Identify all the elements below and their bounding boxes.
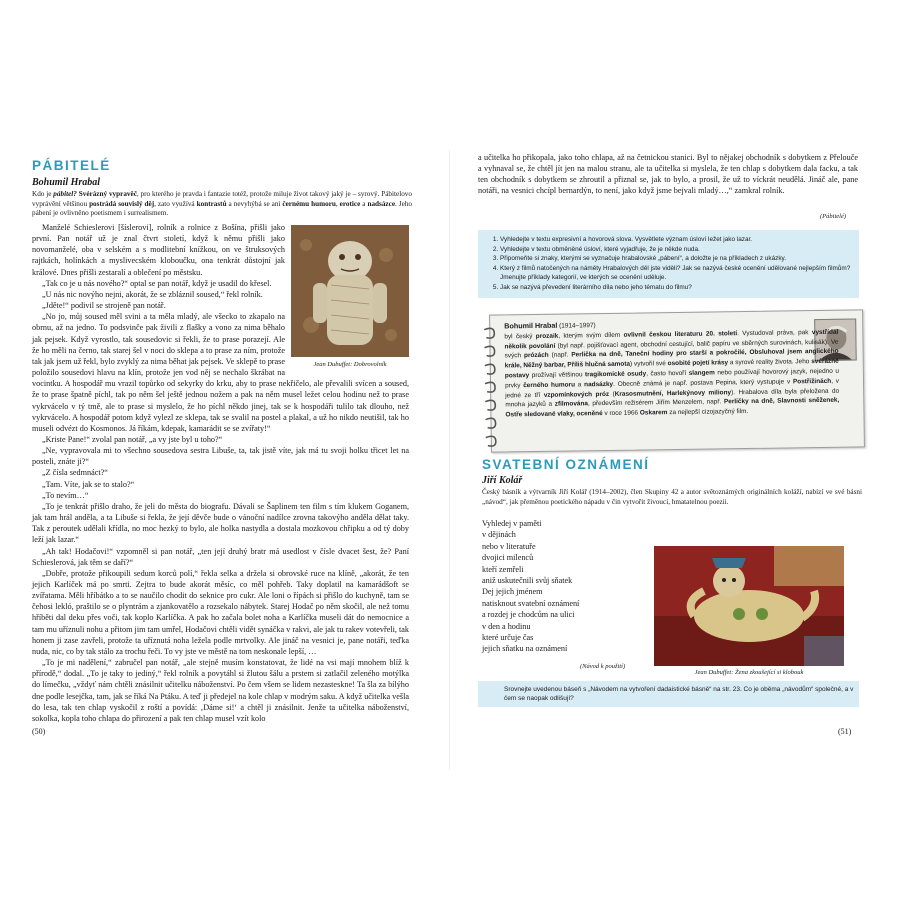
question-item: 3. Připomeňte si znaky, kterými se vyznačuje hrabalovské „pábení“, a doložte je na příkladech z ukázky. <box>500 254 859 264</box>
text-run: a <box>360 199 368 208</box>
text-run: tragikomické osudy <box>584 370 647 379</box>
author-name-2: Jiří Kolář <box>482 475 523 486</box>
painting-image <box>291 225 409 357</box>
text-run: ovlivnil českou literaturu 20. století <box>623 329 738 339</box>
poem-line: jejich sňatku na oznámení <box>482 644 568 654</box>
poem-line: kteří zemřeli <box>482 564 524 574</box>
text-run: prozaik <box>535 332 559 340</box>
illustration-dobrovolnik <box>291 225 409 371</box>
text-run: slangem <box>688 369 715 377</box>
poem-line: Dej jejich jménem <box>482 587 543 597</box>
text-run: , často hovoří <box>646 369 689 378</box>
question-item: 5. Jak se nazývá převedení literárního díla nebo jeho tématu do filmu? <box>500 283 859 293</box>
question-item: 1. Vyhledejte v textu expresivní a hovorová slova. Vysvětlete význam úsloví ležet jako lazar. <box>500 235 859 245</box>
text-run: . Obecně známá je např. postava Pepina, který vystupuje v <box>613 378 793 388</box>
bio-years: (1914–1997) <box>557 322 596 330</box>
excerpt-paragraph: „Tak co je u nás nového?“ optal se pan notář, když je usadil do křesel. <box>42 278 272 288</box>
text-run: nadsázce <box>367 199 396 208</box>
comparison-task: Srovnejte uvedenou báseň s „Návodem na vytvoření dadaistické básně“ na str. 23. Co je oběma „návodům“ společné, a v čem se naopak odlišují? <box>504 686 854 703</box>
author-bio <box>504 317 839 421</box>
text-run: ). Hrabalova díla byla přeložena do mnoha jazyků a <box>505 387 840 409</box>
bio-title: Bohumil Hrabal <box>504 320 558 331</box>
excerpt-paragraph: „Jděte!“ podivil se strojeně pan notář. <box>42 301 166 311</box>
poem-line: aniž uskutečnili svůj sňatek <box>482 576 573 586</box>
text-run: , především režisérem Jiřím Menzelem, např. <box>587 398 724 408</box>
excerpt-paragraph: „U nás nic novýho nejni, akorát, že se zbláznil soused,“ řekl rolník. <box>42 289 263 299</box>
text-run: a syrové reality života. Jeho <box>728 358 812 367</box>
text-run: ) vytvořil své <box>629 360 668 368</box>
text-run: kontrastů <box>196 199 227 208</box>
section-heading: SVATEBNÍ OZNÁMENÍ <box>482 457 650 472</box>
comparison-task-box <box>478 681 859 707</box>
illustration-zena <box>654 546 844 666</box>
text-run: erotice <box>339 199 361 208</box>
poem-line: které určuje čas <box>482 633 534 643</box>
text-run: (např. <box>548 351 572 360</box>
text-run: , kterým svým dílem <box>558 331 624 340</box>
text-run: za nejlepší cizojazyčný film. <box>667 408 749 417</box>
text-run: vzpomínkových próz <box>543 390 610 399</box>
excerpt-continuation: a učitelka ho přikopala, jako toho chlapa, až na četnickou stanici. Byl to nějakej obchodník s dobytkem z Přelouče a vyhnaval se, že chtěl jít jen na malou stranu, ale ta učitelka si myslela, že ten chlap s dobytkem dala facku, a tak ten obchodník s dobytkem se zhroutil a přiznal se, jak to bylo, a prosil, že už to víckrát neudělá. Jináč ale, pane notáři, na vesnici chcípl bernardýn, to není, jako když jsme bejvali mladý…,“ zamkral rolník. <box>478 153 858 196</box>
excerpt-paragraph: Manželé Schieslerovi [šíslerovi], rolník a rolnice z Bošína, přišli jako první. Pan notář už je znal čtvrt století, když k němu přišli jako novomanželé, oba v selském a s modlitební knížkou, on ve štruksových rajtkách, holínkách a myslivecském kloboučku, ona tenkrát důstojní jak králové. Dnes přišli zestaralí a oblečení po městsku. <box>32 223 285 277</box>
right-page <box>450 0 900 900</box>
chapter-heading: PÁBITELÉ <box>32 158 111 173</box>
text-run: vystřídal několik povolání <box>504 328 839 350</box>
excerpt-paragraph: „To je tenkrát přišlo draho, že jeli do města do biografu. Dávali se Šaplinem ten film s tím klukem Goganem, jak tam hrál anděla, a ta Libuše si řekla, že její děvče bude o vánoční nadílce zrovna takovýho anděla dělat taky. Tak z peroutek udělali křídla, no moc hezký to bylo, ale holka nastydla a dostala mozkovou chřipku a od tý doby leží jak lazar.“ <box>32 501 409 545</box>
text-run: ( <box>609 390 615 398</box>
spiral-binding-icon <box>480 323 504 447</box>
excerpt-paragraph: „To je mi nadělení,“ zabručel pan notář, „ale stejně musím konstatovat, že lidé na vsi mají mnohem blíž k přírodě,“ dodal. „To je taky to jediný,“ řekl rolník a povytáhl si žlutou šálu a prstem si zatlačil zeleného motýlka do límečku, „vždyť nám chtěli znásilnit učitelku náboženství. Po čem všem se lidem nezastesknе! Ta šla za bílýho dne podle lesejčka, tam, jak se říká Na Ptáku. A teď ji předejel na kole chlap v modrým saku. A když učitelka vešla do lesa, tak ten chlap vyskočil z roští a povídá: ‚Dáme si!‘ a chtěl ji znásilnit. Jenže ta učitelka náboženství, sokolka, kopla toho chlapa do přirození a pak ten chlap musel vzít kolo <box>32 658 409 723</box>
intro-paragraph <box>32 190 412 219</box>
source-note: (Pábitelé) <box>820 213 846 220</box>
text-run: pábitel? <box>53 190 77 198</box>
text-run: v roce 1966 <box>602 409 640 418</box>
text-run: nebo používají hovorový jazyk, nejedno u prvky <box>504 367 839 390</box>
poem-line: dvojici milenců <box>482 553 534 563</box>
text-run: svérázné postavy <box>504 357 839 380</box>
excerpt-text <box>32 222 409 724</box>
author-name: Bohumil Hrabal <box>32 177 101 188</box>
text-run: černého humoru <box>523 381 576 389</box>
text-run: , pro kterého je pravda i fantazie totéž, protože miluje život takový jaký je – syrový. Pábitelovo vyprávění většinou <box>32 190 412 208</box>
question-item: 2. Vyhledejte v textu obměněné úsloví, které vyjadřuje, že je někde nuda. <box>500 245 859 255</box>
poem-line: natisknout svatební oznámení <box>482 598 580 608</box>
poem <box>482 518 579 655</box>
poem-intro: Český básník a výtvarník Jiří Kolář (1914–2002), člen Skupiny 42 a autor světoznámých originálních koláží, nabízí ve své básni „návod“, jak přeměnou poetického nápadu v čin vytvořit živoucí, hmatatelnou poezii. <box>482 488 862 506</box>
text-run: . Vystudoval práva, pak <box>737 328 812 337</box>
text-run: černému humoru <box>282 199 336 208</box>
question-list <box>478 235 859 293</box>
excerpt-paragraph: „To nevím…“ <box>42 490 89 500</box>
page-number-2: (51) <box>838 727 852 736</box>
poem-line: a rozdej je chodcům na ulici <box>482 610 575 620</box>
excerpt-paragraph: „No jo, můj soused měl svini a ta měla mladý, ale všecko to zkapalo na obrnu, až na jedno. To podsvinče pak živili z flašky a vono za nima běhalo jak pejsek. Když vyrostlo, tak sousedovic si řekli, že to prase porazejí. Ale že ho měli na černo, tak starej šel v noci do sklepa a to prase za ním, protože tak jak jsem už řekl, bylo zvyklý za nima běhat jak pejsek. Ve sklepě to prase položilo sousedovi hlavu na klín, protože jen vod něj se nechalo škrábat na vocintku. A hospodář mu vrazil topůrko od sekyrky do krku, aby to prase nekřičelo, ale převalili svícen a soused, že to prase špatně píchl, tak po něm šel ještě jednou nožem a pak na něm musel ležet celou hodinu než to prase vykrvácelo v tý tmě, ale to prase si myslelo, že ho píchl někdo jinej, tak se k hospodáři tulilo tak dlouho, než vykrvácelo. A hospodář potom když vylezl ze sklepa, tak se svalil na postel a plakal, a už ho nikdo neutišil, tak ho museli odvézt do Kosmonos. Já říkám, kdepak, kamarádit se se zvířaty!“ <box>32 312 409 433</box>
excerpt-paragraph: „Kriste Pane!“ zvolal pan notář, „a vy jste byl u toho?“ <box>42 434 223 444</box>
excerpt-paragraph: „Dobře, protože přikoupili sedum korců polí,“ řekla selka a držela si obrovské ruce na klíně, „akorát, že ten jejich Karlíček má po smrti. Zejtra to bude akorát měsíc, co měl pohřeb. Taky doplatil na kamarádšoft se zvířatama. Měli hříbátko a to se naučilo chodit do seknice pro cukr. Ale loni o řípách si přišlo do kuchyně, tam se čehosi lekló, praštilo se o plyntrám a zjankovatělo a rozsekalo nábytek. Starej Hodač po něm skočil, ale než tomu hříběti dal deku přes voči, tak koplo Karlíčka. A pak ho začala bolet noha a Karlíčka museli dát do nemocnice a tam mu uříznuli nohu a přitom jim tam umřel, Hodačovi chtěli vidět synáčka v rakvi, ale jak tu rakev votevřeli, tak honem ji zase zavřeli, protože ta uříznutá noha ležela podle mrtvolky. Ale jináč na vesnici je, pane notáři, teďka nuda, nic, co by tak stálo za trochu řeči. To vy jste ve městě na tom neskonale lepší, … <box>32 568 409 656</box>
excerpt-paragraph: „Ah tak! Hodačovi!“ vzpomněl si pan notář, „ten její druhý bratr má usedlost v čísle dvacet šest, že? Paní Schieslerová, jak těm se daří?“ <box>32 546 409 567</box>
image-caption: Jean Dubuffet: Dobrovolník <box>313 361 387 368</box>
text-run: Oskarem <box>639 409 668 417</box>
text-run: prózách <box>523 352 549 360</box>
poem-line: Vyhledej v paměti <box>482 519 542 528</box>
page-number: (50) <box>32 727 46 736</box>
poem-source: (Návod k použití) <box>580 663 626 670</box>
text-run: , <box>335 199 340 208</box>
text-run: Perlička na dně, Taneční hodiny pro starší a pokročilé, Obsluhoval jsem anglického krále, Něžný barbar, Příliš hlučná samota <box>504 348 839 370</box>
text-run: Kdo je <box>32 190 54 198</box>
text-run: , v jedné ze tří <box>505 377 840 399</box>
questions-box <box>478 230 859 298</box>
text-run: byl český <box>504 332 536 341</box>
text-run: osobité pojetí krásy <box>667 359 729 368</box>
excerpt-paragraph: „Z čísla sedmnáct?“ <box>42 468 108 478</box>
text-run: (byl např. pojišťovací agent, obchodní cestující, balič papíru ve sběrných surovinách, kulisák). Ve svých <box>504 338 839 360</box>
poem-line: v dějinách <box>482 530 516 540</box>
text-run: prožívají většinou <box>529 371 586 380</box>
text-run: , zato využívá <box>154 199 197 208</box>
text-run: Svérázný vypravěč <box>78 190 137 198</box>
excerpt-paragraph: „Ne, vypravovala mi to všechno sousedova sestra Libuše, ta, tak jistě víte, jak má tu svoji holku třicet let na posteli, znáte ji?“ <box>32 446 409 467</box>
text-run: nadsázky <box>584 380 614 389</box>
text-run: a nevyhýbá se ani <box>226 199 283 208</box>
image-caption-2: Jean Dubuffet: Žena zkoušející si klobouk <box>694 669 804 676</box>
text-run: Postřižinách <box>792 377 832 386</box>
author-info-card <box>489 309 865 452</box>
poem-line: nebo v literatuře <box>482 541 536 551</box>
text-run: . Jeho pábení je ovlivněno poetismem i surrealismem. <box>32 199 412 218</box>
text-run: zfilmována <box>554 400 589 409</box>
text-run: a <box>574 381 585 389</box>
text-run: postrádá souvislý děj <box>89 199 155 208</box>
excerpt-paragraph: „Tam. Víte, jak se to stalo?“ <box>42 479 135 489</box>
text-run: Perličky na dně, Slavnosti sněženek, Ostře sledované vlaky, oceněné <box>505 397 840 419</box>
text-run: Krasosmutnění, Harlekýnovy miliony <box>614 388 732 398</box>
question-item: 4. Který z filmů natočených na náměty Hrabalových děl jste viděli? Jak se nazývá české ocenění udělované nejlepším filmům? Jmenujte příklady kategorií, ve kterých se ocenění uděluje. <box>500 264 859 283</box>
poem-line: v den a hodinu <box>482 621 531 631</box>
